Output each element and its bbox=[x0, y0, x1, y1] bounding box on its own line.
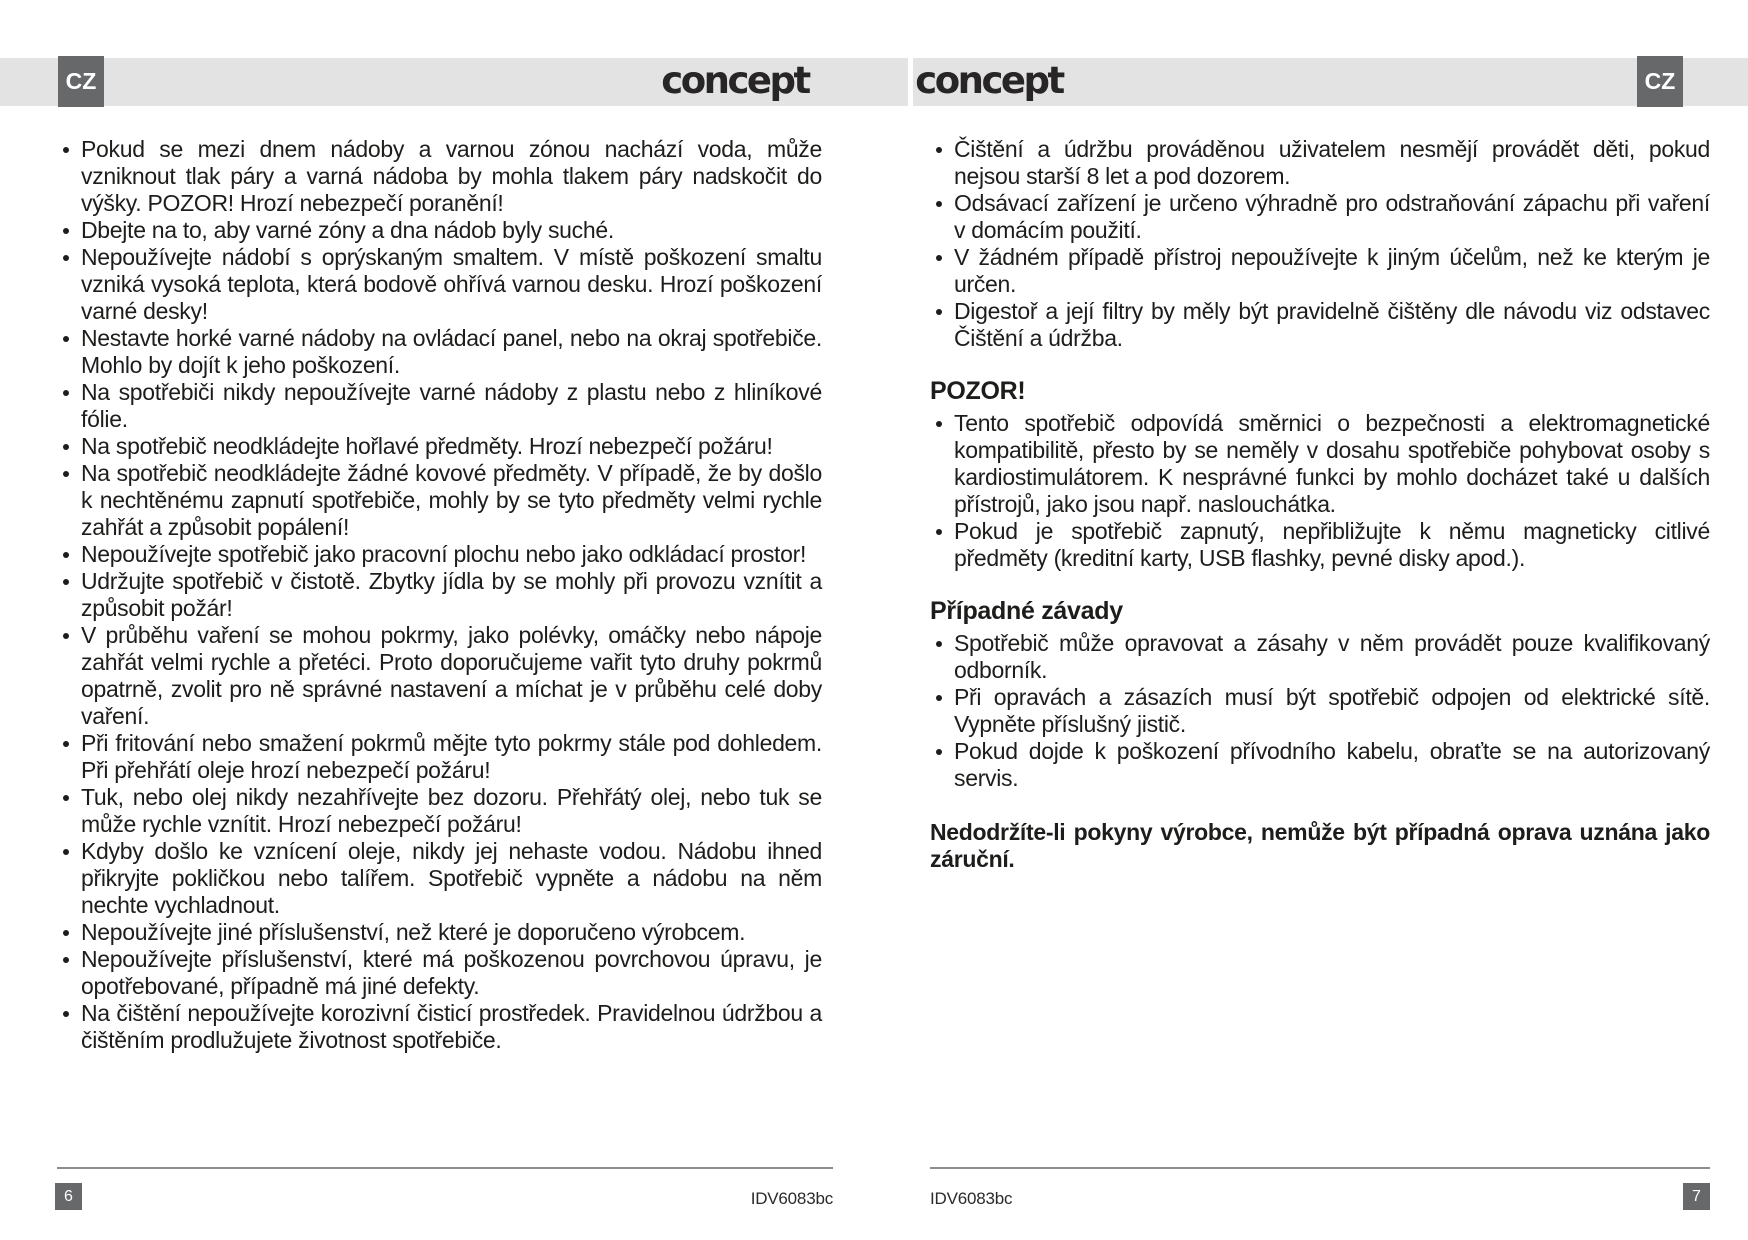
brand-logo-right: concept bbox=[915, 59, 1063, 102]
list-item: Dbejte na to, aby varné zóny a dna nádob byly suché. bbox=[57, 217, 822, 244]
safety-instructions-list-left bbox=[57, 136, 822, 1054]
list-item: Kdyby došlo ke vznícení oleje, nikdy jej nehaste vodou. Nádobu ihned přikryjte pokličkou nebo talířem. Spotřebič vypněte a nádobu na něm nechte vychladnout. bbox=[57, 838, 822, 919]
page-right bbox=[874, 0, 1748, 1240]
language-badge-right: CZ bbox=[1637, 56, 1683, 107]
model-code-right: IDV6083bc bbox=[930, 1189, 1013, 1208]
list-item: Nepoužívejte jiné příslušenství, než které je doporučeno výrobcem. bbox=[57, 919, 822, 946]
list-item: Nepoužívejte nádobí s oprýskaným smaltem. V místě poškození smaltu vzniká vysoká teplota, která bodově ohřívá varnou desku. Hrozí poškození varné desky! bbox=[57, 244, 822, 325]
list-item: Čištění a údržbu prováděnou uživatelem nesmějí provádět děti, pokud nejsou starší 8 let a pod dozorem. bbox=[930, 136, 1710, 190]
list-item: Pokud dojde k poškození přívodního kabelu, obraťte se na autorizovaný servis. bbox=[930, 738, 1710, 792]
list-item: Na čištění nepoužívejte korozivní čisticí prostředek. Pravidelnou údržbou a čištěním prodlužujete životnost spotřebiče. bbox=[57, 1000, 822, 1054]
list-item: Při opravách a zásazích musí být spotřebič odpojen od elektrické sítě. Vypněte příslušný jistič. bbox=[930, 684, 1710, 738]
list-item: Tuk, nebo olej nikdy nezahřívejte bez dozoru. Přehřátý olej, nebo tuk se může rychle vznítit. Hrozí nebezpečí požáru! bbox=[57, 784, 822, 838]
list-item: Tento spotřebič odpovídá směrnici o bezpečnosti a elektromagnetické kompatibilitě, přesto by se neměly v dosahu spotřebiče pohybovat osoby s kardiostimulátorem. K nesprávné funkci by mohlo docházet také u dalších přístrojů, jako jsou např. naslouchátka. bbox=[930, 410, 1710, 518]
list-item: V průběhu vaření se mohou pokrmy, jako polévky, omáčky nebo nápoje zahřát velmi rychle a přetéci. Proto doporučujeme vařit tyto druhy pokrmů opatrně, zvolit pro ně správné nastavení a míchat je v průběhu celé doby vaření. bbox=[57, 622, 822, 730]
language-badge-left: CZ bbox=[58, 56, 104, 107]
list-item: Udržujte spotřebič v čistotě. Zbytky jídla by se mohly při provozu vznítit a způsobit požár! bbox=[57, 568, 822, 622]
list-item: Při fritování nebo smažení pokrmů mějte tyto pokrmy stále pod dohledem. Při přehřátí oleje hrozí nebezpečí požáru! bbox=[57, 730, 822, 784]
list-item: Nepoužívejte příslušenství, které má poškozenou povrchovou úpravu, je opotřebované, případně má jiné defekty. bbox=[57, 946, 822, 1000]
list-item: Nestavte horké varné nádoby na ovládací panel, nebo na okraj spotřebiče. Mohlo by dojít k jeho poškození. bbox=[57, 325, 822, 379]
bullet-list bbox=[930, 630, 1710, 792]
bullet-list bbox=[57, 136, 822, 1054]
list-item: V žádném případě přístroj nepoužívejte k jiným účelům, než ke kterým je určen. bbox=[930, 244, 1710, 298]
list-item: Nepoužívejte spotřebič jako pracovní plochu nebo jako odkládací prostor! bbox=[57, 541, 822, 568]
warranty-note: Nedodržíte-li pokyny výrobce, nemůže být případná oprava uznána jako záruční. bbox=[930, 819, 1710, 872]
bullet-list bbox=[930, 136, 1710, 352]
list-item: Odsávací zařízení je určeno výhradně pro odstraňování zápachu při vaření v domácím použití. bbox=[930, 190, 1710, 244]
bullet-list bbox=[930, 410, 1710, 572]
page-number-left: 6 bbox=[55, 1183, 82, 1210]
page-number-right: 7 bbox=[1683, 1183, 1710, 1210]
footer-divider-right bbox=[930, 1167, 1710, 1169]
brand-logo-left: concept bbox=[661, 59, 809, 102]
list-item: Pokud se mezi dnem nádoby a varnou zónou nachází voda, může vzniknout tlak páry a varná nádoba by mohla tlakem páry nadskočit do výšky. POZOR! Hrozí nebezpečí poranění! bbox=[57, 136, 822, 217]
footer-divider-left bbox=[57, 1167, 833, 1169]
list-item: Na spotřebič neodkládejte žádné kovové předměty. V případě, že by došlo k nechtěnému zapnutí spotřebiče, mohly by se tyto předměty velmi rychle zahřát a způsobit popálení! bbox=[57, 460, 822, 541]
model-code-left: IDV6083bc bbox=[750, 1189, 833, 1208]
list-item: Digestoř a její filtry by měly být pravidelně čištěny dle návodu viz odstavec Čištění a údržba. bbox=[930, 298, 1710, 352]
list-item: Pokud je spotřebič zapnutý, nepřibližujte k němu magneticky citlivé předměty (kreditní karty, USB flashky, pevné disky apod.). bbox=[930, 518, 1710, 572]
list-item: Na spotřebiči nikdy nepoužívejte varné nádoby z plastu nebo z hliníkové fólie. bbox=[57, 379, 822, 433]
list-item: Spotřebič může opravovat a zásahy v něm provádět pouze kvalifikovaný odborník. bbox=[930, 630, 1710, 684]
list-item: Na spotřebič neodkládejte hořlavé předměty. Hrozí nebezpečí požáru! bbox=[57, 433, 822, 460]
section-heading-zavady: Případné závady bbox=[930, 597, 1123, 625]
safety-instructions-list-right bbox=[930, 136, 1710, 873]
section-heading-pozor: POZOR! bbox=[930, 377, 1026, 405]
